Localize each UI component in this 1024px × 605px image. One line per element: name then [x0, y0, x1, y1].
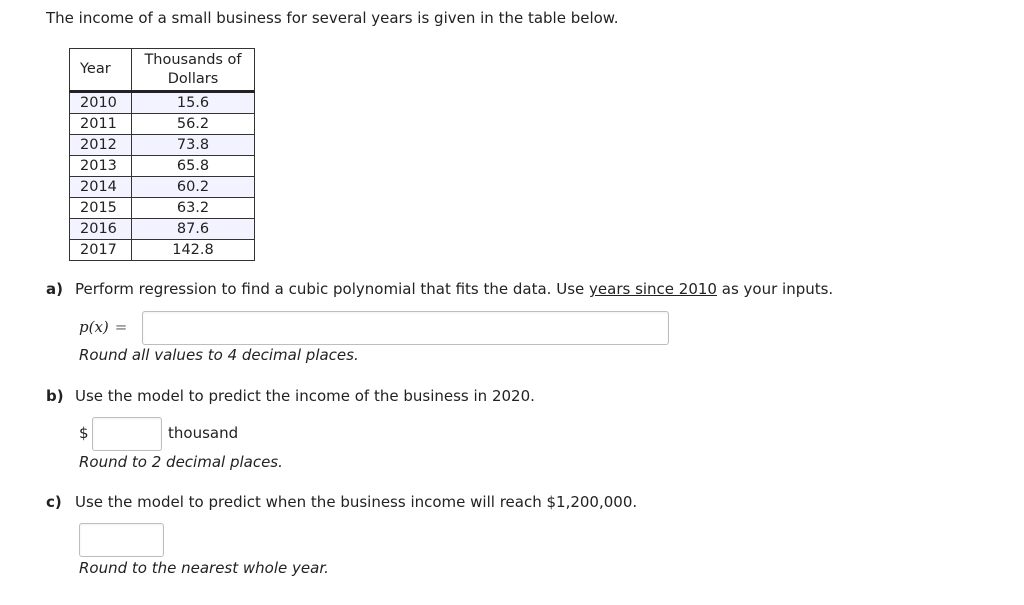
year-answer-input[interactable]: [79, 523, 164, 557]
function-name: p(x): [79, 318, 109, 336]
function-label: [79, 318, 127, 336]
year-cell: 2013: [70, 156, 132, 177]
part-c-question: [46, 493, 637, 511]
table-row: [70, 135, 255, 156]
equals-sign: =: [114, 318, 128, 336]
table-row: [70, 92, 255, 114]
year-cell: 2010: [70, 92, 132, 114]
income-table: [69, 48, 255, 261]
part-a-text-after: as your inputs.: [716, 280, 834, 298]
value-cell: 87.6: [132, 219, 255, 240]
table-row: [70, 177, 255, 198]
value-cell: 15.6: [132, 92, 255, 114]
part-b-hint: Round to 2 decimal places.: [79, 453, 283, 471]
year-cell: 2016: [70, 219, 132, 240]
year-cell: 2015: [70, 198, 132, 219]
table-row: [70, 240, 255, 261]
dollar-sign: $: [79, 424, 89, 442]
part-a-hint: Round all values to 4 decimal places.: [79, 346, 359, 364]
part-b-question: [46, 387, 535, 405]
table-row: [70, 219, 255, 240]
value-cell: 60.2: [132, 177, 255, 198]
polynomial-answer-input[interactable]: [142, 311, 669, 345]
table-row: [70, 198, 255, 219]
table-row: [70, 156, 255, 177]
value-cell: 56.2: [132, 114, 255, 135]
problem-intro: The income of a small business for several years is given in the table below.: [46, 9, 619, 27]
part-c-marker: c): [46, 493, 62, 511]
part-a-underlined: years since 2010: [589, 280, 717, 298]
part-a-text-before: Perform regression to find a cubic polynomial that fits the data. Use: [75, 280, 590, 298]
year-cell: 2017: [70, 240, 132, 261]
part-c-hint: Round to the nearest whole year.: [79, 559, 329, 577]
part-b-marker: b): [46, 387, 64, 405]
year-cell: 2012: [70, 135, 132, 156]
part-a-question: [46, 280, 833, 298]
income-2020-input[interactable]: [92, 417, 162, 451]
part-a-marker: a): [46, 280, 63, 298]
thousand-unit: thousand: [168, 424, 239, 442]
value-cell: 142.8: [132, 240, 255, 261]
value-cell: 73.8: [132, 135, 255, 156]
value-cell: 63.2: [132, 198, 255, 219]
header-year: Year: [70, 49, 132, 92]
year-cell: 2014: [70, 177, 132, 198]
year-cell: 2011: [70, 114, 132, 135]
header-thousands-of-dollars: Thousands of Dollars: [132, 49, 255, 92]
part-b-text: Use the model to predict the income of the business in 2020.: [75, 387, 535, 405]
part-c-text: Use the model to predict when the business income will reach $1,200,000.: [75, 493, 638, 511]
value-cell: 65.8: [132, 156, 255, 177]
table-row: [70, 114, 255, 135]
table-header-row: [70, 49, 255, 92]
